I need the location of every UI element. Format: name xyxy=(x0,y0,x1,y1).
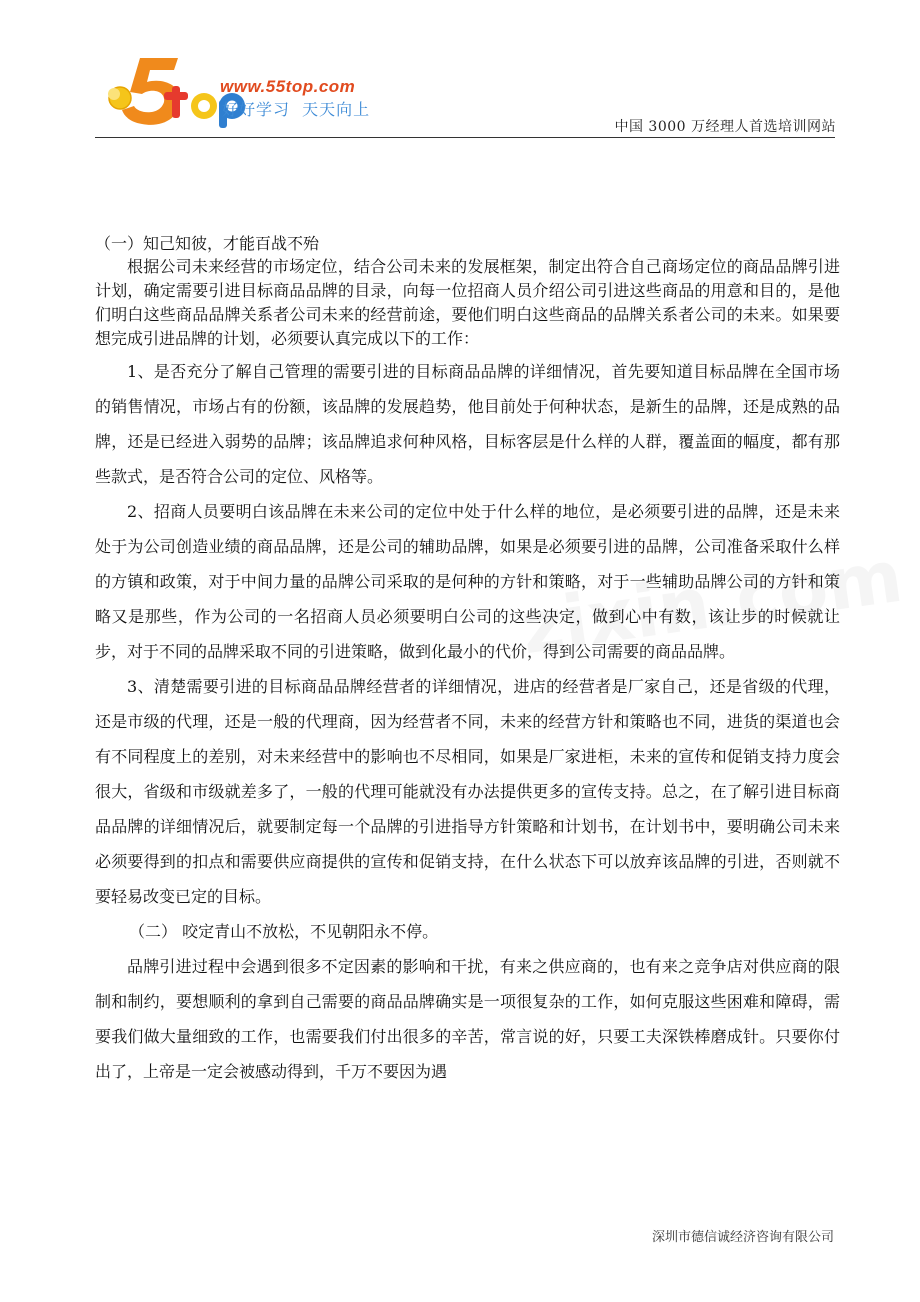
header-tagline: 中国 3000 万经理人首选培训网站 xyxy=(614,119,836,135)
point-1-paragraph: 1、是否充分了解自己管理的需要引进的目标商品品牌的详细情况，首先要知道目标品牌在全国市场的销售情况，市场占有的份额，该品牌的发展趋势，他目前处于何种状态，是新生的品牌，还是成熟的品牌，还是已经进入弱势的品牌；该品牌追求何种风格，目标客层是什么样的人群，覆盖面的幅度，都有那些款式，是否符合公司的定位、风格等。 xyxy=(95,362,840,486)
logo-t-bar xyxy=(164,92,188,100)
point-2-paragraph: 2、招商人员要明白该品牌在未来公司的定位中处于什么样的地位，是必须要引进的品牌，还是未来处于为公司创造业绩的商品品牌，还是公司的辅助品牌，如果是必须要引进的品牌，公司准备采取什么样的方镇和政策，对于中间力量的品牌公司采取的是何种的方针和策略，对于一些辅助品牌公司的方针和策略又是那些，作为公司的一名招商人员必须要明白公司的这些决定，做到心中有数，该让步的时候就让步，对于不同的品牌采取不同的引进策略，做到化最小的代价，得到公司需要的商品品牌。 xyxy=(95,502,840,661)
section-2-title: （二） 咬定青山不放松，不见朝阳永不停。 xyxy=(129,922,439,941)
page-header xyxy=(0,0,920,140)
logo-five-shape xyxy=(122,58,180,125)
intro-paragraph: 根据公司未来经营的市场定位，结合公司未来的发展框架，制定出符合自己商场定位的商品品牌引进计划，确定需要引进目标商品品牌的目录，向每一位招商人员介绍公司引进这些商品的用意和目的，是他们明白这些商品品牌关系者公司未来的经营前途，要他们明白这些商品的品牌关系者公司的未来。如果要想完成引进品牌的计划，必须要认真完成以下的工作： xyxy=(95,257,840,348)
logo-o-hole xyxy=(198,100,210,112)
logo-t-stem xyxy=(172,86,180,118)
logo-coin-highlight xyxy=(108,88,120,100)
document-body xyxy=(95,232,840,1089)
section-1-title: （一）知己知彼，才能百战不殆 xyxy=(95,234,320,253)
section-2-paragraph: 品牌引进过程中会遇到很多不定因素的影响和干扰，有来之供应商的，也有来之竞争店对供应商的限制和制约，要想顺利的拿到自己需要的商品品牌确实是一项很复杂的工作，如何克服这些困难和障碍，需要我们做大量细致的工作，也需要我们付出很多的辛苦，常言说的好，只要工夫深铁棒磨成针。只要你付出了，上帝是一定会被感动得到，千万不要因为遇 xyxy=(95,957,840,1081)
point-3-paragraph: 3、清楚需要引进的目标商品品牌经营者的详细情况，进店的经营者是厂家自己，还是省级的代理，还是市级的代理，还是一般的代理商，因为经营者不同，未来的经营方针和策略也不同，进货的渠道也会有不同程度上的差别，对未来经营中的影响也不尽相同，如果是厂家进柜，未来的宣传和促销支持力度会很大，省级和市级就差多了，一般的代理可能就没有办法提供更多的宣传支持。总之，在了解引进目标商品品牌的详细情况后，就要制定每一个品牌的引进指导方针策略和计划书，在计划书中，要明确公司未来必须要得到的扣点和需要供应商提供的宣传和促销支持，在什么状态下可以放弃该品牌的引进，否则就不要轻易改变已定的目标。 xyxy=(95,677,840,906)
footer-company: 深圳市德信诚经济咨询有限公司 xyxy=(651,1230,834,1245)
logo-slogan: 好好学习 天天向上 xyxy=(222,100,371,119)
logo-url-text[interactable]: www.55top.com xyxy=(220,77,356,96)
header-divider xyxy=(95,137,835,138)
